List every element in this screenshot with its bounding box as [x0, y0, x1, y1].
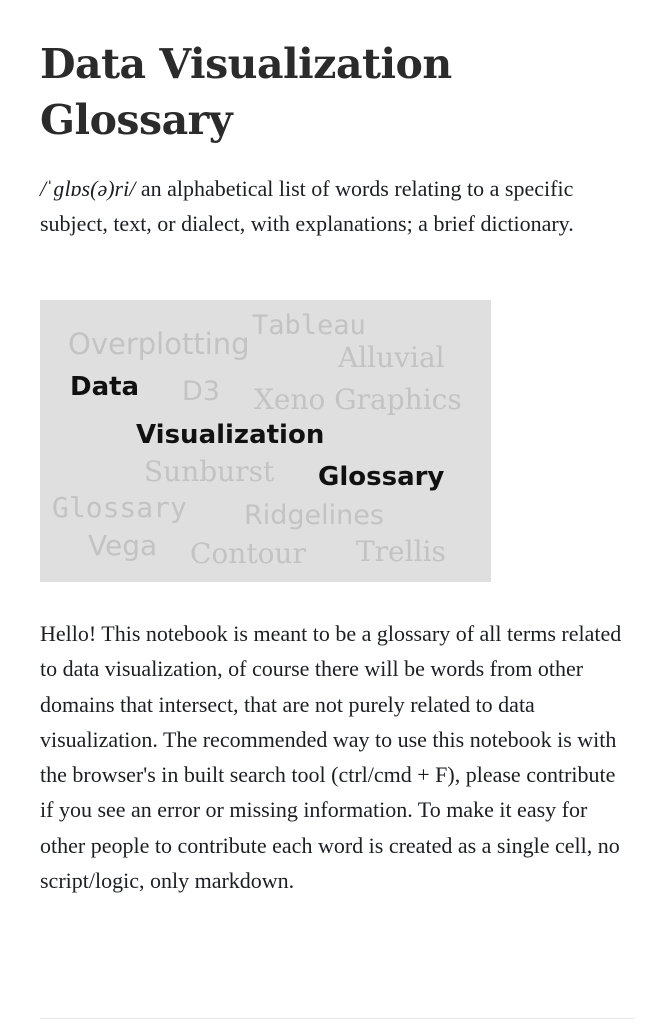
intro-paragraph: Hello! This notebook is meant to be a glossary of all terms related to data visualization, of course there will be words from other domains that intersect, that are not purely related to data visualization. The recommended way to use this notebook is with the browser's in built search tool (ctrl/cmd + F), please contribute if you see an error or missing information. To make it easy for other people to contribute each word is created as a single cell, no script/logic, only markdown.: [40, 621, 622, 894]
word-xeno-graphics: Xeno Graphics: [254, 383, 462, 416]
word-sunburst: Sunburst: [144, 455, 275, 488]
word-glossary-bold: Glossary: [318, 462, 445, 492]
page-title: Data Visualization Glossary: [40, 40, 452, 144]
word-overplotting: Overplotting: [68, 327, 250, 361]
word-glossary-light: Glossary: [52, 491, 187, 524]
definition-text: an alphabetical list of words relating to a specific subject, text, or dialect, with explanations; a brief dictionary.: [40, 176, 574, 236]
word-d3: D3: [182, 376, 220, 407]
word-trellis: Trellis: [356, 535, 446, 568]
pronunciation: /ˈɡlɒs(ə)ri/: [40, 176, 136, 201]
word-cloud-image: [40, 300, 491, 582]
word-vega: Vega: [88, 529, 158, 562]
word-visualization: Visualization: [136, 420, 325, 450]
word-alluvial: Alluvial: [338, 341, 445, 374]
word-ridgelines: Ridgelines: [244, 500, 384, 531]
word-contour: Contour: [190, 537, 306, 570]
word-data: Data: [70, 372, 140, 402]
glossary-definition: [40, 171, 630, 241]
word-tableau: Tableau: [252, 310, 366, 341]
cell-divider: [40, 1018, 634, 1019]
